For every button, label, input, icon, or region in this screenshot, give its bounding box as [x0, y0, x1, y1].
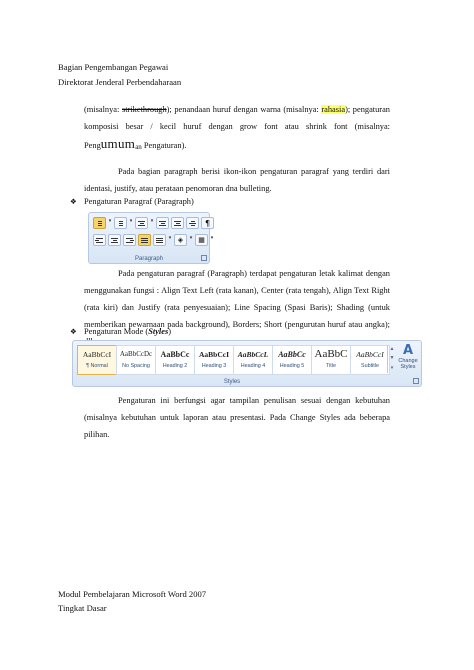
chevron-down-icon[interactable]: ▼: [389, 356, 395, 361]
paragraph-font-formatting: (misalnya: strikethrough); penandaan huruf dengan warna (misalnya: rahasia); pengaturan komposisi besar / kecil huruf dengan grow font atau shrink font (misalnya: Pengumuman Pengaturan).: [84, 105, 390, 151]
line-spacing-button[interactable]: [153, 234, 166, 246]
shrink-font-example: an: [135, 143, 142, 151]
style-title[interactable]: AaBbC Title: [311, 345, 351, 375]
style-heading-2[interactable]: AaBbCc Heading 2: [155, 345, 195, 375]
paragraph-group-label: Paragraph: [134, 256, 164, 262]
footer-level: Tingkat Dasar: [58, 603, 107, 613]
chevron-down-icon[interactable]: ▾: [150, 219, 154, 224]
center-button[interactable]: [108, 234, 121, 246]
chevron-down-icon[interactable]: ▾: [129, 219, 133, 224]
show-hide-pilcrow-button[interactable]: ¶: [201, 217, 214, 229]
chevron-down-icon[interactable]: ▾: [108, 219, 112, 224]
shading-button[interactable]: ◈: [174, 234, 187, 246]
numbering-button[interactable]: [114, 217, 127, 229]
diamond-bullet-icon: ❖: [70, 197, 77, 206]
multilevel-list-button[interactable]: [135, 217, 148, 229]
change-styles-icon: A: [402, 343, 414, 358]
dialog-launcher-icon[interactable]: [413, 378, 419, 384]
paragraph-ribbon-group: [88, 212, 214, 264]
borders-button[interactable]: ▦: [195, 234, 208, 246]
change-styles-button[interactable]: A Change Styles: [398, 343, 418, 370]
strikethrough-example: strikethrough: [121, 105, 167, 114]
dialog-launcher-icon[interactable]: [201, 255, 207, 261]
chevron-down-icon[interactable]: ▾: [189, 236, 193, 241]
justify-button[interactable]: [138, 234, 151, 246]
paragraph-description: Pada bagian paragraph berisi ikon-ikon pengaturan paragraf yang terdiri dari identasi, justify, atau perataan penomoran dna bulleting.: [84, 167, 390, 193]
bullet-styles-settings: ❖ Pengaturan Mode (Styles): [70, 327, 172, 336]
style-normal[interactable]: AaBbCcI ¶ Normal: [77, 345, 117, 375]
sort-button[interactable]: [186, 217, 199, 229]
style-no-spacing[interactable]: AaBbCcDc No Spacing: [116, 345, 156, 375]
style-subtitle[interactable]: AaBbCcI Subtitle: [350, 345, 390, 375]
bullet-paragraph-settings: ❖ Pengaturan Paragraf (Paragraph): [70, 197, 194, 206]
paragraph-alignment-description: Pada pengaturan paragraf (Paragraph) terdapat pengaturan letak kalimat dengan menggunakan fungsi : Align Text Left (rata kanan), Center (rata tengah), Align Text Right (rata kiri) dan Justify (rata penyesuaian); Line Spacing (Spasi Baris); Shading (untuk memberikan pewarnaan pada background), Borders; Short (pengurutan huruf atau angka);: [84, 269, 390, 329]
grow-font-example: umum: [100, 136, 136, 151]
header-directorate: Direktorat Jenderal Perbendaharaan: [58, 77, 182, 87]
chevron-down-icon[interactable]: ▾: [168, 236, 172, 241]
align-text-left-button[interactable]: [93, 234, 106, 246]
highlight-example: rahasia: [321, 105, 346, 114]
paragraph-styles-description: Pengaturan ini berfungsi agar tampilan penulisan sesuai dengan kebutuhan (misalnya kebutuhan untuk laporan atau presentasi. Pada Change Styles ada beberapa pilihan.: [84, 396, 390, 439]
more-icon[interactable]: ▾: [390, 366, 394, 371]
styles-group-label: Styles: [223, 379, 241, 385]
styles-ribbon-group: [72, 340, 422, 387]
style-heading-3[interactable]: AaBbCcI Heading 3: [194, 345, 234, 375]
align-text-right-button[interactable]: [123, 234, 136, 246]
style-heading-5[interactable]: AaBbCc Heading 5: [272, 345, 312, 375]
increase-indent-button[interactable]: [171, 217, 184, 229]
chevron-down-icon[interactable]: ▾: [210, 236, 214, 241]
decrease-indent-button[interactable]: [156, 217, 169, 229]
header-unit: Bagian Pengembangan Pegawai: [58, 62, 169, 72]
footer-module-title: Modul Pembelajaran Microsoft Word 2007: [58, 589, 207, 599]
bullets-button[interactable]: [93, 217, 106, 229]
style-heading-4[interactable]: AaBbCcL Heading 4: [233, 345, 273, 375]
chevron-up-icon[interactable]: ▲: [389, 347, 395, 352]
styles-gallery-scroll[interactable]: [387, 345, 396, 373]
diamond-bullet-icon: ❖: [70, 327, 77, 336]
